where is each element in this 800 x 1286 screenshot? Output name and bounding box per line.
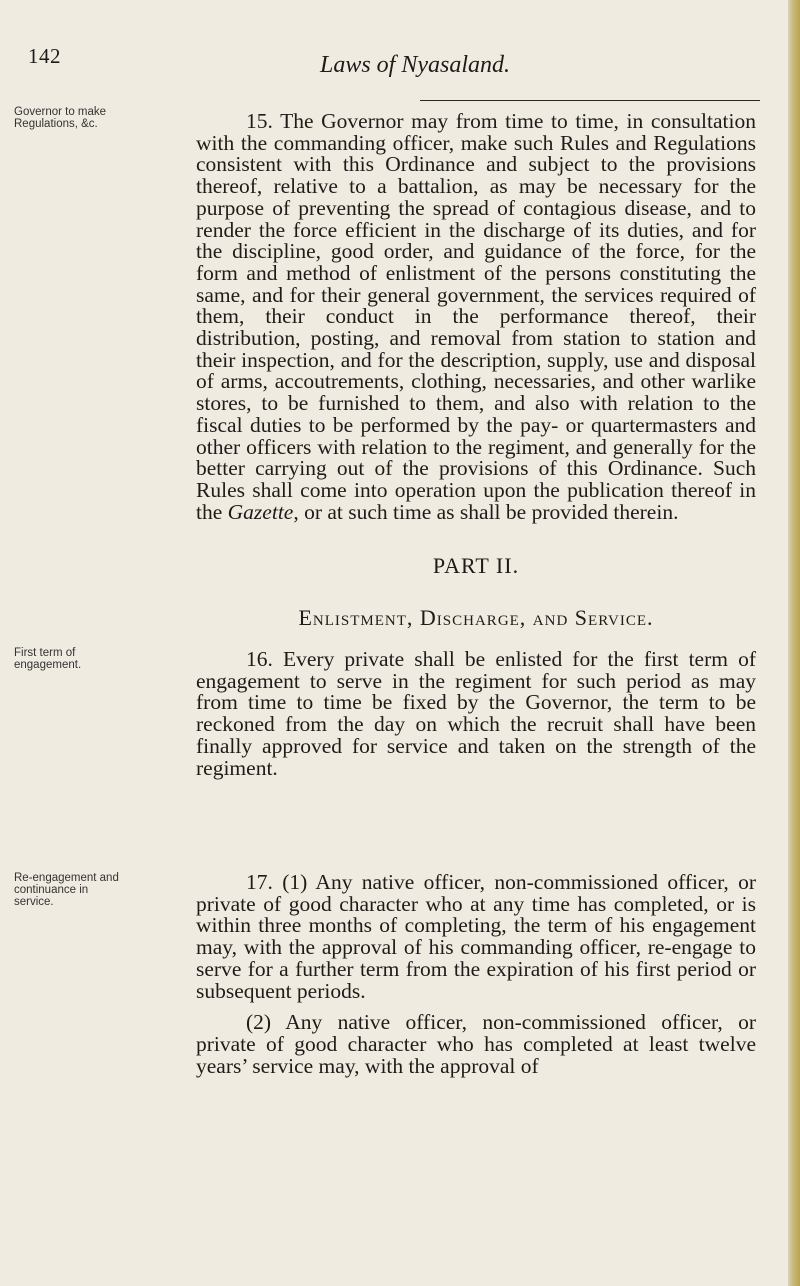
section-17-para-1: 17. (1) Any native officer, non-commissioned officer, or private of good character who at any time has completed, or is within three months of completing, the term of his engagement may, with the approval of his commanding officer, re-engage to serve for a further term from the expiration of his first period or subsequent periods. bbox=[196, 870, 756, 1003]
section-15-text-end: , or at such time as shall be provided therein. bbox=[293, 499, 679, 524]
section-16 bbox=[196, 649, 756, 779]
section-17 bbox=[196, 872, 756, 1077]
gazette-title: Gazette bbox=[227, 499, 294, 524]
margin-note-re-engagement: Re-engagement and continuance in service. bbox=[14, 872, 119, 908]
section-15-text: 15. The Governor may from time to time, in consultation with the commanding officer, make such Rules and Regulations consistent with this Ordinance and subject to the provisions thereof, relative to a battalion, as may be necessary for the purpose of preventing the spread of contagious disease, and to render the force efficient in the discharge of its duties, and for the discipline, good order, and guidance of the force, for the form and method of enlistment of the persons constituting the same, and for their general government, the services required of them, their conduct in the performance thereof, their distribution, posting, and removal from station to station and their inspection, and for the description, supply, use and disposal of arms, accoutrements, clothing, necessaries, and other warlike stores, to be furnished to them, and also with relation to the fiscal duties to be performed by the pay- or quartermasters and other officers with relation to the regiment, and generally for the better carrying out of the provisions of this Ordinance. Such Rules shall come into operation upon the publication thereof in the bbox=[196, 109, 756, 524]
section-17-para-2: (2) Any native officer, non-commissioned officer, or private of good character who has completed at least twelve years’ service may, with the approval of bbox=[196, 1010, 756, 1078]
section-16-text: 16. Every private shall be enlisted for the first term of engagement to serve in the regiment for such period as may from time to time be fixed by the Governor, the term to be reckoned from the day on which the recruit shall have been finally approved for service and taken on the strength of the regiment. bbox=[196, 647, 756, 780]
section-title: Enlistment, Discharge, and Service. bbox=[298, 605, 654, 630]
section-15 bbox=[196, 111, 756, 523]
page-number: 142 bbox=[28, 44, 61, 68]
header-rule bbox=[420, 100, 760, 101]
page-edge bbox=[788, 0, 800, 1286]
margin-note-governor-regulations: Governor to make Regulations, &c. bbox=[14, 106, 107, 130]
running-title: Laws of Nyasaland. bbox=[319, 52, 511, 78]
margin-note-first-term: First term of engagement. bbox=[14, 647, 82, 671]
part-heading: PART II. bbox=[432, 553, 520, 578]
